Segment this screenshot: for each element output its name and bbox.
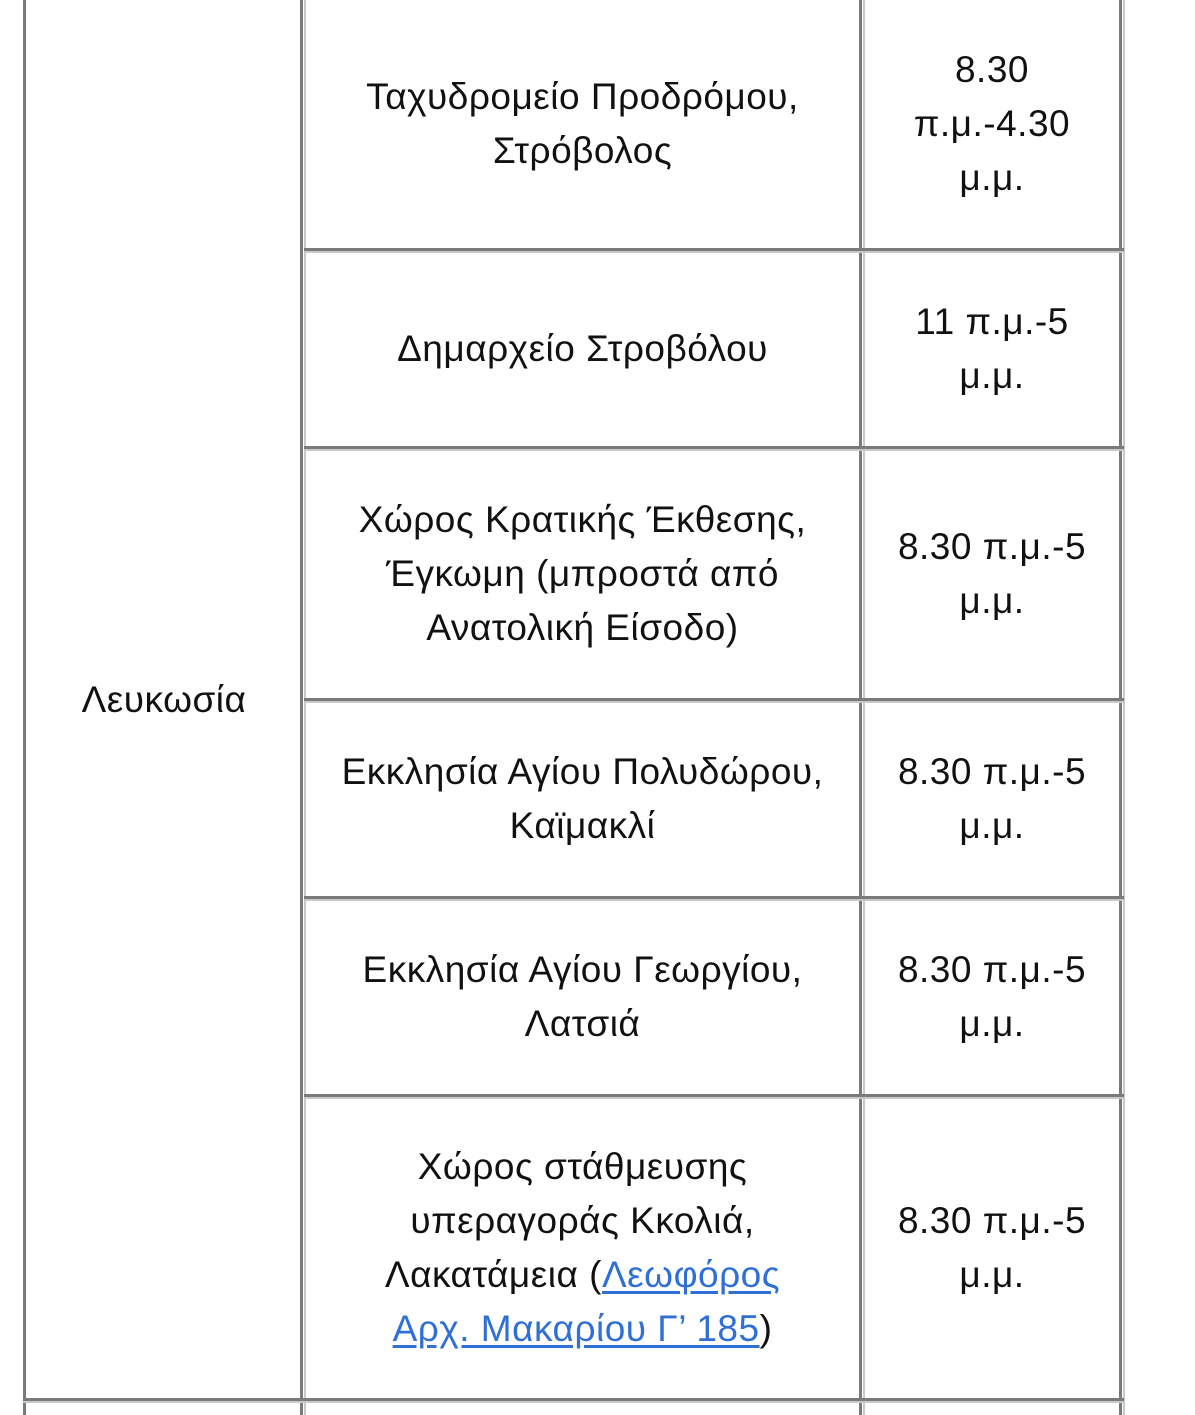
location-cell	[306, 1097, 859, 1398]
table-border-region	[300, 0, 303, 1415]
next-row-border	[300, 1403, 303, 1415]
location-text: Ταχυδρομείο Προδρόμου, Στρόβολος	[366, 76, 799, 171]
table-border-location	[859, 0, 862, 1415]
location-cell	[306, 251, 859, 446]
hours-text: 8.30 π.μ.-5 μ.μ.	[897, 525, 1087, 621]
hours-cell	[865, 0, 1119, 248]
location-cell	[306, 449, 859, 698]
next-row-border	[859, 1403, 862, 1415]
hours-cell	[865, 1097, 1119, 1398]
hours-cell	[865, 251, 1119, 446]
location-prefix: Χώρος στάθμευσης υπεραγοράς Κκολιά, Λακατάμεια (	[384, 1145, 755, 1295]
hours-text: 8.30 π.μ.-4.30 μ.μ.	[913, 49, 1071, 198]
hours-text: 8.30 π.μ.-5 μ.μ.	[897, 948, 1087, 1044]
address-link[interactable]: Λεωφόρος Αρχ. Μακαρίου Γ’ 185	[392, 1253, 781, 1349]
table-border-left	[23, 0, 26, 1415]
table-border-right	[1119, 0, 1122, 1415]
location-text: Εκκλησία Αγίου Πολυδώρου, Καϊμακλί	[341, 750, 824, 846]
table-border-bottom-inner	[23, 1401, 1124, 1403]
table-border-right-outer	[1123, 0, 1125, 1415]
location-text	[343, 1140, 823, 1356]
location-cell	[306, 0, 859, 248]
region-cell: Λευκωσία	[81, 679, 247, 720]
location-cell	[306, 899, 859, 1094]
hours-text: 8.30 π.μ.-5 μ.μ.	[897, 1199, 1087, 1295]
location-cell	[306, 701, 859, 896]
location-text: Εκκλησία Αγίου Γεωργίου, Λατσιά	[362, 948, 803, 1044]
location-text: Χώρος Κρατικής Έκθεσης, Έγκωμη (μπροστά από Ανατολική Είσοδο)	[358, 498, 807, 648]
location-suffix: )	[759, 1307, 773, 1349]
hours-cell	[865, 449, 1119, 698]
hours-cell	[865, 899, 1119, 1094]
next-row-border	[23, 1403, 26, 1415]
hours-text: 11 π.μ.-5 μ.μ.	[915, 300, 1069, 396]
hours-cell	[865, 701, 1119, 896]
hours-text: 8.30 π.μ.-5 μ.μ.	[897, 750, 1087, 846]
location-text: Δημαρχείο Στροβόλου	[397, 327, 768, 369]
